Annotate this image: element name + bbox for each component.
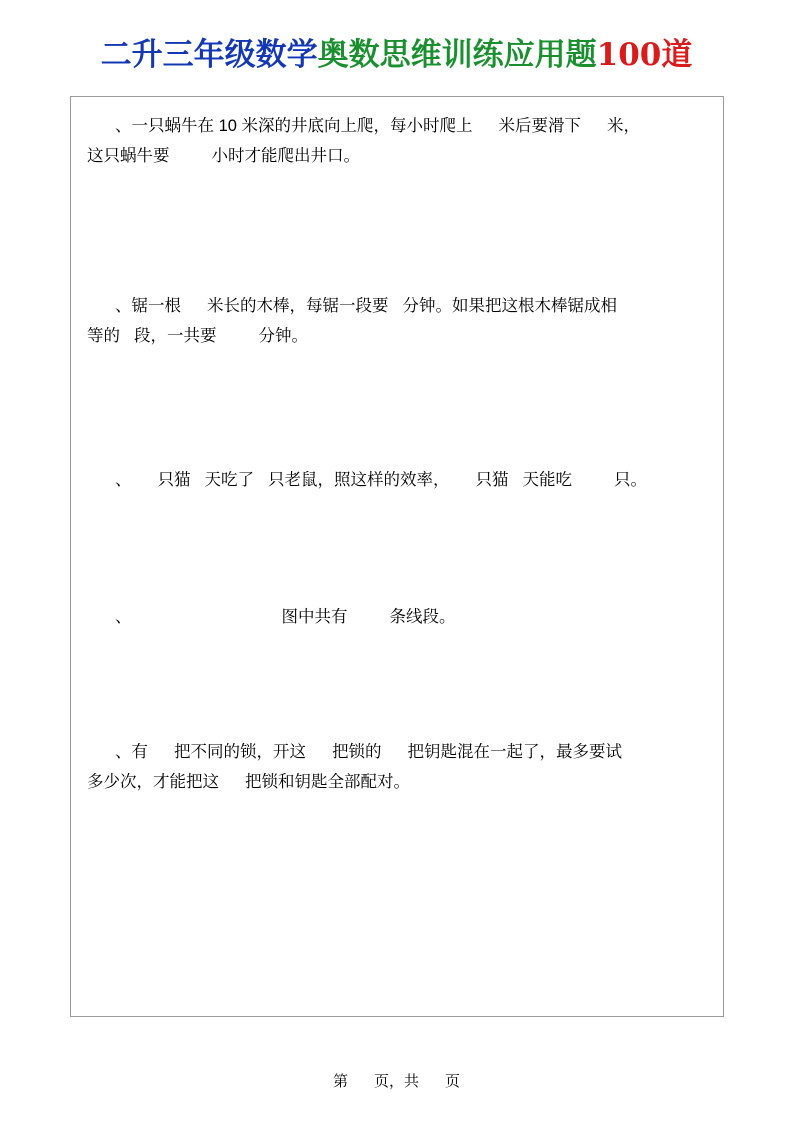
footer-middle: 页，共	[373, 1073, 419, 1090]
question-2-line-1-b: 米长的木棒，每锯一段要	[207, 297, 389, 315]
question-5-line-2-b: 把锁和钥匙全部配对。	[245, 773, 410, 791]
question-4-a: 、	[115, 608, 132, 626]
page-footer	[0, 1070, 793, 1091]
footer-prefix: 第	[332, 1073, 348, 1090]
question-item-5	[87, 737, 713, 797]
question-item-3	[87, 465, 713, 495]
question-4-c: 条线段。	[389, 608, 456, 626]
questions-container	[70, 96, 724, 1017]
question-2-line-1-a: 、锯一根	[115, 297, 181, 315]
question-2-line-1-c: 分钟。如果把这根木棒锯成相	[402, 297, 617, 315]
question-1-line-1-c: 米，	[607, 117, 641, 135]
question-3-c: 天吃了	[204, 471, 254, 489]
title-segment-count: 100道	[596, 37, 693, 73]
question-3-d: 只老鼠，照这样的效率，	[268, 471, 450, 489]
title-segment-topic: 奥数思维训练应用题	[317, 37, 597, 73]
question-3-f: 天能吃	[522, 471, 572, 489]
question-2-line-2-a: 等的	[87, 327, 120, 345]
question-5-line-1-a: 、有	[115, 743, 148, 761]
question-3-g: 只。	[614, 471, 647, 489]
question-5-line-1-d: 把钥匙混在一起了，最多要试	[407, 743, 622, 761]
question-1-line-1-b: 米后要滑下	[498, 117, 582, 135]
question-1-line-2-a: 这只蜗牛要	[87, 147, 170, 165]
question-4-b: 图中共有	[281, 608, 348, 626]
question-item-2	[87, 291, 713, 351]
question-5-line-1-b: 把不同的锁，开这	[174, 743, 306, 761]
question-3-e: 只猫	[475, 471, 509, 489]
title-segment-grade: 二升三年级数学	[100, 37, 318, 73]
question-3-a: 、	[115, 471, 132, 489]
question-5-line-1-c: 把锁的	[332, 743, 382, 761]
question-1-line-1-a: 、一只蜗牛在 10 米深的井底向上爬，每小时爬上	[115, 117, 473, 135]
question-2-line-2-c: 分钟。	[258, 327, 308, 345]
question-item-1	[87, 111, 713, 171]
footer-suffix: 页	[445, 1073, 461, 1090]
page-title	[0, 36, 793, 74]
question-5-line-2-a: 多少次，才能把这	[87, 773, 219, 791]
question-item-4	[87, 602, 713, 632]
question-1-line-2-b: 小时才能爬出井口。	[211, 147, 360, 165]
question-2-line-2-b: 段，一共要	[134, 327, 217, 345]
question-3-b: 只猫	[157, 471, 191, 489]
